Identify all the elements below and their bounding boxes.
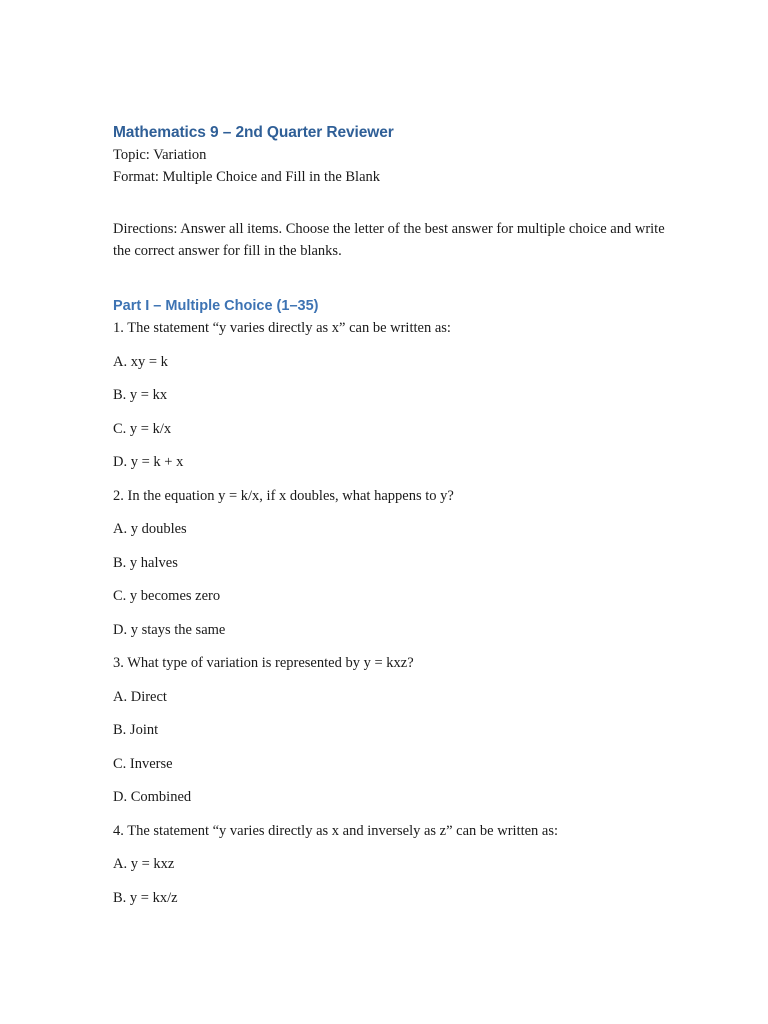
option-b: B. y halves (113, 554, 178, 571)
question-3 (113, 652, 673, 808)
option-c: C. y becomes zero (113, 588, 221, 604)
option-b: B. Joint (113, 722, 159, 738)
document-content (113, 122, 673, 909)
option-a: A. Direct (113, 688, 167, 705)
question-stem: 3. What type of variation is represented by y = kxz? (113, 655, 414, 671)
option-b: B. y = kx/z (113, 889, 178, 906)
option-d: D. y = k + x (113, 454, 184, 470)
topic-line: Topic: Variation (113, 147, 207, 163)
option-d: D. y stays the same (113, 621, 226, 638)
option-b: B. y = kx (113, 387, 168, 403)
option-a: A. y doubles (113, 521, 187, 537)
question-stem: 1. The statement “y varies directly as x” can be written as: (113, 320, 451, 336)
question-2 (113, 485, 673, 641)
part-1-heading: Part I – Multiple Choice (1–35) (113, 298, 319, 314)
question-4 (113, 820, 673, 909)
question-stem: 4. The statement “y varies directly as x and inversely as z” can be written as: (113, 822, 559, 839)
option-c: C. y = k/x (113, 420, 172, 437)
option-a: A. y = kxz (113, 856, 175, 872)
directions-text: Directions: Answer all items. Choose the letter of the best answer for multiple choice and write the correct answer for fill in the blanks. (113, 221, 665, 259)
format-line: Format: Multiple Choice and Fill in the Blank (113, 168, 381, 185)
option-d: D. Combined (113, 789, 192, 805)
question-stem: 2. In the equation y = k/x, if x doubles, what happens to y? (113, 487, 454, 504)
document-title: Mathematics 9 – 2nd Quarter Reviewer (113, 124, 394, 141)
question-1 (113, 317, 673, 473)
option-a: A. xy = k (113, 353, 168, 370)
option-c: C. Inverse (113, 755, 173, 772)
